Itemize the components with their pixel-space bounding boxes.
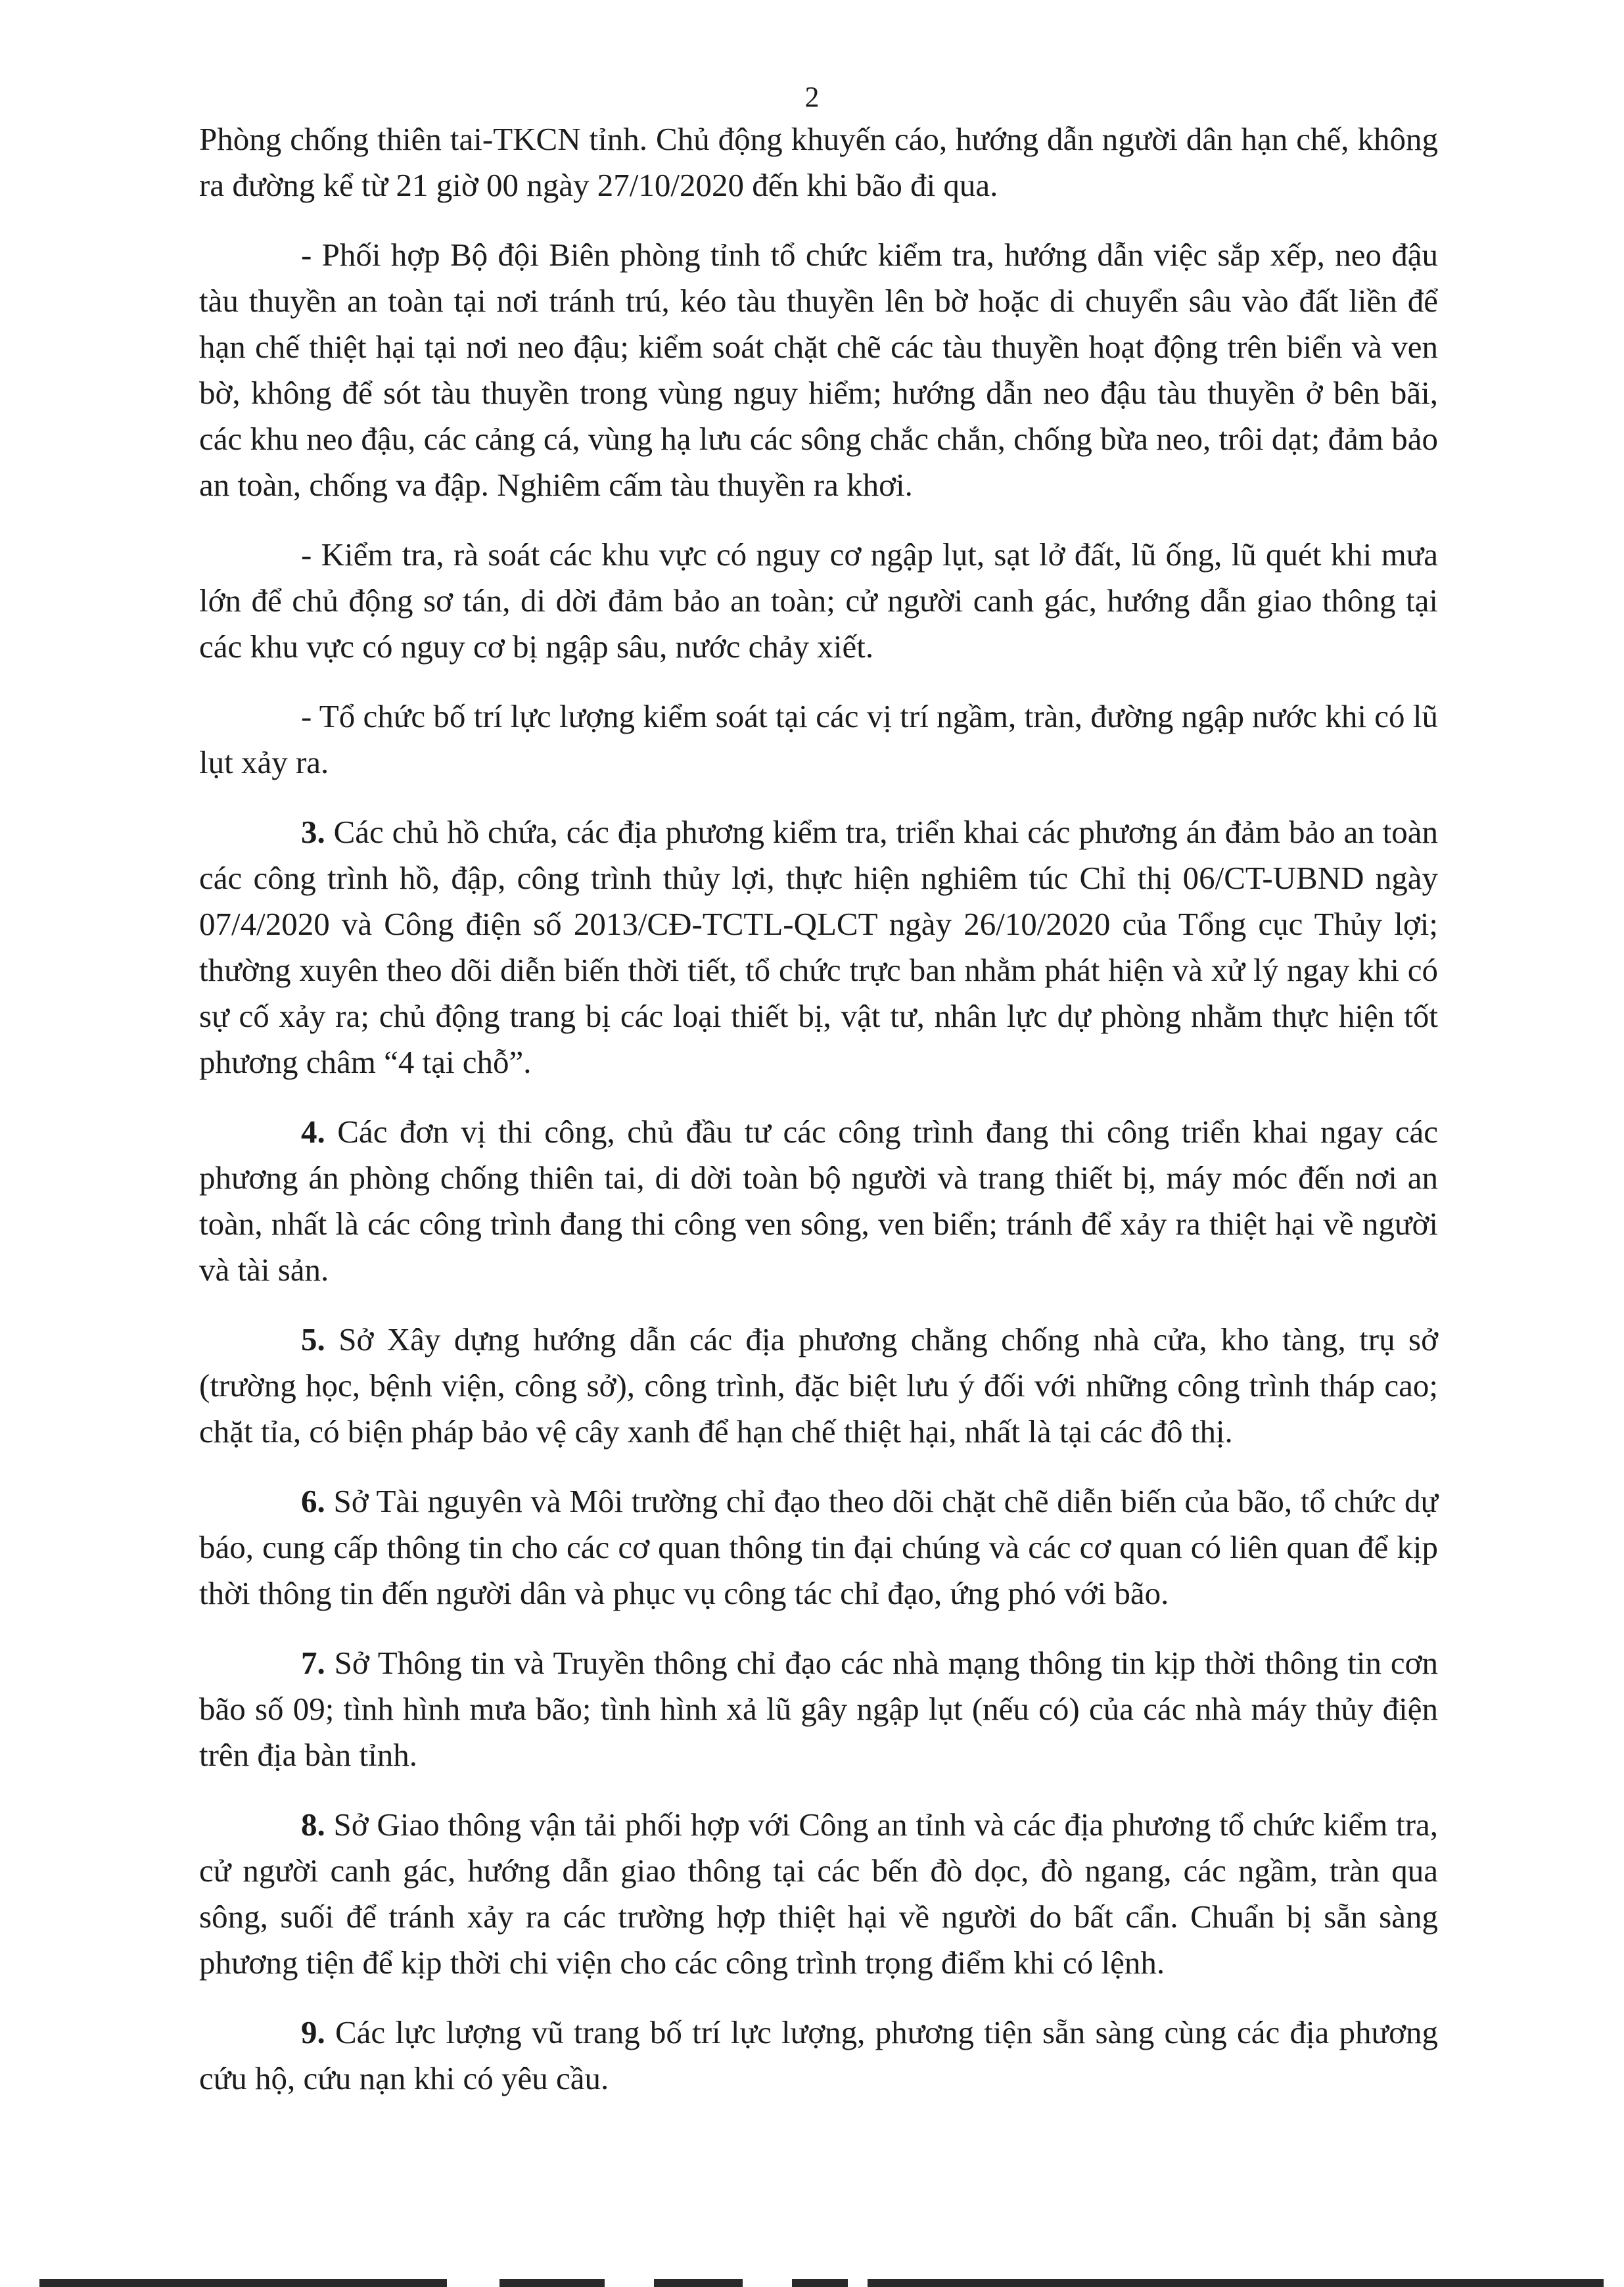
paragraph-number: 5. xyxy=(301,1321,325,1357)
paragraph-number: 7. xyxy=(301,1645,325,1681)
paragraph-item-6 xyxy=(199,1478,1438,1616)
paragraph-1 xyxy=(199,232,1438,508)
paragraph-number: 3. xyxy=(301,814,325,850)
paragraph-item-8 xyxy=(199,1802,1438,1986)
paragraph-3 xyxy=(199,694,1438,786)
paragraph-number: 9. xyxy=(301,2014,325,2050)
paragraph-text: Các đơn vị thi công, chủ đầu tư các công trình đang thi công triển khai ngay các phương án phòng chống thiên tai, di dời toàn bộ người và trang thiết bị, máy móc đến nơi an toàn, nhất là các công trình đang thi công ven sông, ven biển; tránh để xảy ra thiệt hại về người và tài sản. xyxy=(199,1114,1439,1288)
scan-edge-bar xyxy=(654,2279,743,2287)
scan-edge-bar xyxy=(39,2279,447,2287)
paragraph-text: Sở Xây dựng hướng dẫn các địa phương chằng chống nhà cửa, kho tàng, trụ sở (trường học, bệnh viện, công sở), công trình, đặc biệt lưu ý đối với những công trình tháp cao; chặt tỉa, có biện pháp bảo vệ cây xanh để hạn chế thiệt hại, nhất là tại các đô thị. xyxy=(199,1321,1439,1450)
scan-edge-bar xyxy=(792,2279,848,2287)
document-body xyxy=(199,116,1438,2125)
paragraph-text: Sở Thông tin và Truyền thông chỉ đạo các nhà mạng thông tin kịp thời thông tin cơn bão số 09; tình hình mưa bão; tình hình xả lũ gây ngập lụt (nếu có) của các nhà máy thủy điện trên địa bàn tỉnh. xyxy=(199,1645,1438,1773)
paragraph-2 xyxy=(199,532,1438,670)
page-number: 2 xyxy=(804,81,820,113)
paragraph-number: 8. xyxy=(301,1806,325,1843)
paragraph-item-4 xyxy=(199,1109,1438,1293)
paragraph-item-5 xyxy=(199,1317,1438,1455)
paragraph-item-3 xyxy=(199,809,1438,1085)
paragraph-number: 4. xyxy=(301,1114,325,1150)
paragraph-text: - Phối hợp Bộ đội Biên phòng tỉnh tổ chức kiểm tra, hướng dẫn việc sắp xếp, neo đậu tàu thuyền an toàn tại nơi tránh trú, kéo tàu thuyền lên bờ hoặc di chuyển sâu vào đất liền để hạn chế thiệt hại tại nơi neo đậu; kiểm soát chặt chẽ các tàu thuyền hoạt động trên biển và ven bờ, không để sót tàu thuyền trong vùng nguy hiểm; hướng dẫn neo đậu tàu thuyền ở bên bãi, các khu neo đậu, các cảng cá, vùng hạ lưu các sông chắc chắn, chống bừa neo, trôi dạt; đảm bảo an toàn, chống va đập. Nghiêm cấm tàu thuyền ra khơi. xyxy=(199,237,1438,503)
scan-edge-artifact xyxy=(0,2265,1624,2287)
paragraph-number: 6. xyxy=(301,1483,325,1519)
scan-edge-bar xyxy=(868,2279,1604,2287)
paragraph-text: Sở Tài nguyên và Môi trường chỉ đạo theo dõi chặt chẽ diễn biến của bão, tổ chức dự báo, cung cấp thông tin cho các cơ quan thông tin đại chúng và các cơ quan có liên quan để kịp thời thông tin đến người dân và phục vụ công tác chỉ đạo, ứng phó với bão. xyxy=(199,1483,1439,1611)
paragraph-text: - Tổ chức bố trí lực lượng kiểm soát tại các vị trí ngầm, tràn, đường ngập nước khi có lũ lụt xảy ra. xyxy=(199,698,1438,780)
scan-edge-bar xyxy=(499,2279,605,2287)
paragraph-0 xyxy=(199,116,1438,208)
paragraph-text: Các chủ hồ chứa, các địa phương kiểm tra, triển khai các phương án đảm bảo an toàn các công trình hồ, đập, công trình thủy lợi, thực hiện nghiêm túc Chỉ thị 06/CT-UBND ngày 07/4/2020 và Công điện số 2013/CĐ-TCTL-QLCT ngày 26/10/2020 của Tổng cục Thủy lợi; thường xuyên theo dõi diễn biến thời tiết, tổ chức trực ban nhằm phát hiện và xử lý ngay khi có sự cố xảy ra; chủ động trang bị các loại thiết bị, vật tư, nhân lực dự phòng nhằm thực hiện tốt phương châm “4 tại chỗ”. xyxy=(199,814,1438,1080)
paragraph-item-9 xyxy=(199,2010,1438,2102)
paragraph-text: - Kiểm tra, rà soát các khu vực có nguy cơ ngập lụt, sạt lở đất, lũ ống, lũ quét khi mưa lớn để chủ động sơ tán, di dời đảm bảo an toàn; cử người canh gác, hướng dẫn giao thông tại các khu vực có nguy cơ bị ngập sâu, nước chảy xiết. xyxy=(199,536,1438,665)
paragraph-item-7 xyxy=(199,1640,1438,1778)
paragraph-text: Phòng chống thiên tai-TKCN tỉnh. Chủ động khuyến cáo, hướng dẫn người dân hạn chế, không ra đường kể từ 21 giờ 00 ngày 27/10/2020 đến khi bão đi qua. xyxy=(199,121,1438,203)
paragraph-text: Các lực lượng vũ trang bố trí lực lượng, phương tiện sẵn sàng cùng các địa phương cứu hộ, cứu nạn khi có yêu cầu. xyxy=(199,2014,1438,2096)
paragraph-text: Sở Giao thông vận tải phối hợp với Công an tỉnh và các địa phương tổ chức kiểm tra, cử người canh gác, hướng dẫn giao thông tại các bến đò dọc, đò ngang, các ngầm, tràn qua sông, suối để tránh xảy ra các trường hợp thiệt hại về người do bất cẩn. Chuẩn bị sẵn sàng phương tiện để kịp thời chi viện cho các công trình trọng điểm khi có lệnh. xyxy=(199,1806,1439,1981)
